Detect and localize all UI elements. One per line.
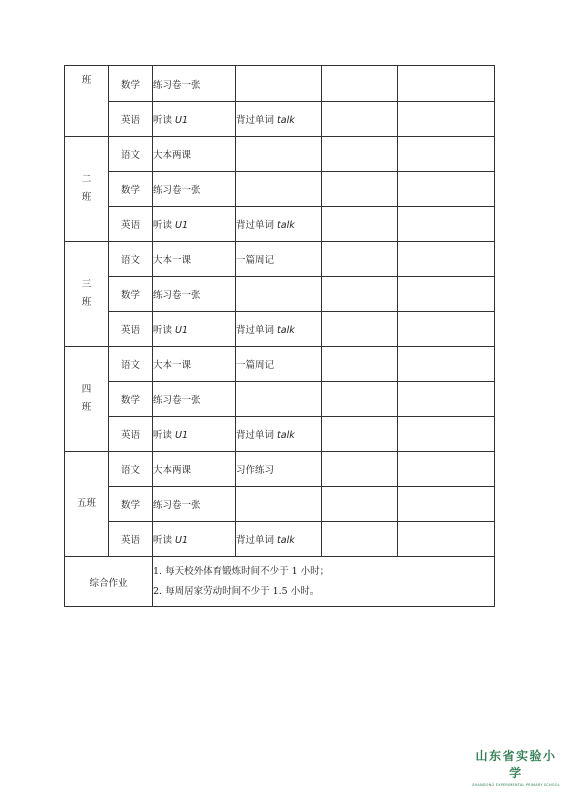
task1-cell: 大本两课 [153,137,236,172]
table-row [65,382,495,417]
subject-cell: 数学 [109,277,153,312]
task1-cell: 练习卷一张 [153,277,236,312]
task2-cell [236,66,322,102]
subject-cell: 语文 [109,347,153,382]
task2-cell: 背过单词 talk [236,417,322,452]
task1-cell: 听读 U1 [153,522,236,557]
subject-cell: 英语 [109,312,153,347]
task2-cell: 一篇周记 [236,347,322,382]
task2-cell [236,487,322,522]
task1-cell: 练习卷一张 [153,487,236,522]
empty-cell [398,242,495,277]
task1-cell: 大本两课 [153,452,236,487]
empty-cell [398,347,495,382]
empty-cell [322,522,398,557]
task1-cell: 听读 U1 [153,102,236,137]
task2-cell: 背过单词 talk [236,312,322,347]
empty-cell [398,207,495,242]
empty-cell [322,137,398,172]
subject-cell: 数学 [109,382,153,417]
task2-cell [236,277,322,312]
empty-cell [398,277,495,312]
subject-cell: 英语 [109,417,153,452]
task1-cell: 练习卷一张 [153,382,236,417]
table-row [65,487,495,522]
subject-cell: 语文 [109,242,153,277]
subject-cell: 英语 [109,522,153,557]
table-row [65,522,495,557]
subject-cell: 语文 [109,452,153,487]
empty-cell [398,312,495,347]
homework-table [64,65,495,607]
class-name-cell: 三 班 [65,242,109,347]
subject-cell: 英语 [109,102,153,137]
table-row [65,417,495,452]
empty-cell [322,242,398,277]
empty-cell [322,452,398,487]
empty-cell [322,382,398,417]
task2-cell: 背过单词 talk [236,207,322,242]
table-row [65,172,495,207]
task2-cell: 习作练习 [236,452,322,487]
subject-cell: 数学 [109,66,153,102]
table-row [65,102,495,137]
class-name-cell: 五班 [65,452,109,557]
school-logo-english: SHANDONG EXPERIMENTAL PRIMARY SCHOOL [472,783,560,787]
task1-cell: 听读 U1 [153,417,236,452]
subject-cell: 语文 [109,137,153,172]
summary-row [65,557,495,607]
empty-cell [322,417,398,452]
task1-cell: 练习卷一张 [153,66,236,102]
empty-cell [398,102,495,137]
empty-cell [398,452,495,487]
task1-cell: 练习卷一张 [153,172,236,207]
school-logo [472,747,560,787]
empty-cell [322,172,398,207]
empty-cell [398,66,495,102]
task2-cell [236,172,322,207]
empty-cell [322,312,398,347]
empty-cell [398,487,495,522]
table-row [65,66,495,102]
task1-cell: 听读 U1 [153,207,236,242]
task2-cell [236,137,322,172]
class-name-cell: 班 [65,66,109,137]
empty-cell [322,207,398,242]
task2-cell: 背过单词 talk [236,102,322,137]
task1-cell: 大本一课 [153,242,236,277]
summary-line-1: 1. 每天校外体育锻炼时间不少于 1 小时； [153,565,330,577]
summary-label: 综合作业 [65,557,153,607]
empty-cell [322,102,398,137]
task1-cell: 大本一课 [153,347,236,382]
empty-cell [398,382,495,417]
class-name-cell: 二 班 [65,137,109,242]
school-logo-name: 山东省实验小学 [475,749,557,780]
empty-cell [322,277,398,312]
table-row [65,277,495,312]
table-row [65,137,495,172]
subject-cell: 数学 [109,172,153,207]
class-name-cell: 四 班 [65,347,109,452]
task2-cell: 背过单词 talk [236,522,322,557]
table-row [65,242,495,277]
empty-cell [322,487,398,522]
empty-cell [398,137,495,172]
table-row [65,452,495,487]
task2-cell [236,382,322,417]
empty-cell [398,417,495,452]
table-row [65,207,495,242]
task2-cell: 一篇周记 [236,242,322,277]
summary-text [153,557,495,607]
table-row [65,312,495,347]
task1-cell: 听读 U1 [153,312,236,347]
empty-cell [398,522,495,557]
empty-cell [322,66,398,102]
empty-cell [322,347,398,382]
table-row [65,347,495,382]
summary-line-2: 2. 每周居家劳动时间不少于 1.5 小时。 [153,585,320,597]
subject-cell: 英语 [109,207,153,242]
empty-cell [398,172,495,207]
subject-cell: 数学 [109,487,153,522]
